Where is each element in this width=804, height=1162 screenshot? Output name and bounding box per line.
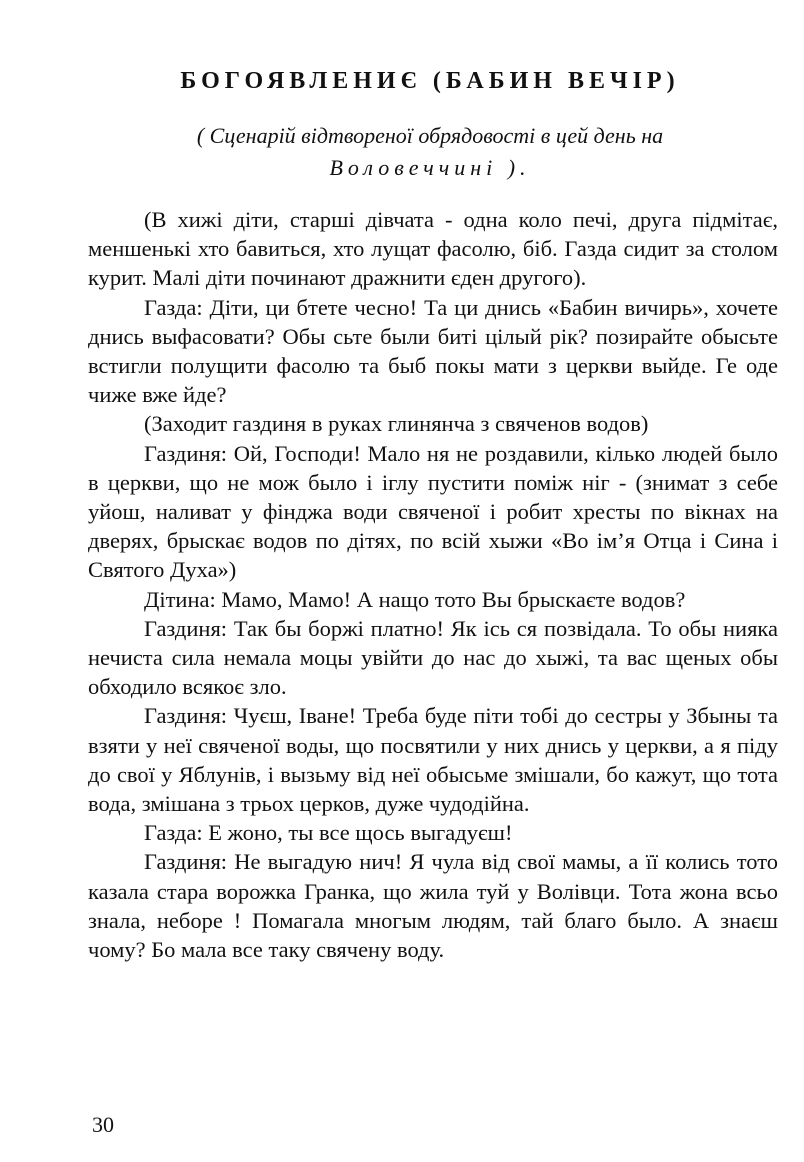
document-title: БОГОЯВЛЕНИЄ (БАБИН ВЕЧІР) xyxy=(180,68,680,94)
dialogue-paragraph: Газдиня: Не выгадую нич! Я чула від свої мамы, а її колись тото казала стара ворожка Гранка, що жила туй у Волівци. Тота жона всьо знала, неборе ! Помагала многым людям, тай благо было. А знаєш чому? Бо мала все таку свячену воду. xyxy=(88,849,778,963)
document-body xyxy=(88,205,778,964)
dialogue-paragraph: Газда: Діти, ци бтете чесно! Та ци днись «Бабин вичирь», хочете днись выфасовати? Обы сьте были биті цілый рік? позирайте обысьте встигли полущити фасолю та быб покы мати з церкви выйде. Ге оде чиже вже йде? xyxy=(88,294,778,408)
dialogue-paragraph: Газда: Е жоно, ты все щось выгадуєш! xyxy=(144,820,513,846)
stage-direction-paragraph: (Заходит газдиня в руках глинянча з свяченов водов) xyxy=(144,411,649,437)
subtitle-line-1: ( Сценарій відтвореної обрядовості в цей день на xyxy=(196,123,664,148)
page-number: 30 xyxy=(92,1112,114,1137)
document-subtitle xyxy=(120,120,740,184)
dialogue-paragraph: Газдиня: Ой, Господи! Мало ня не роздавили, кілько людей было в церкви, що не мож было і іглу пустити поміж ніг - (знимат з себе уйош, наливат у фінджа води свяченої і робит хресты по вікнах на дверях, брыскає водов по дітях, по всій хыжи «Во ім’я Отца і Сина і Святого Духа») xyxy=(88,440,778,583)
dialogue-paragraph: Дітина: Мамо, Мамо! А нащо тото Вы брыскаєте водов? xyxy=(144,586,686,612)
stage-direction-paragraph: (В хижі діти, старші дівчата - одна коло печі, друга підмітає, меншенькі хто бавиться, хто лущат фасолю, біб. Газда сидит за столом курит. Малі діти починают дражнити єден другого). xyxy=(88,207,778,291)
dialogue-paragraph: Газдиня: Чуєш, Іване! Треба буде піти тобі до сестры у Збыны та взяти у неї свяченої воды, що посвятили у них днись у церкви, а я піду до свої у Яблунів, і вызьму від неї обысьме змішали, бо кажут, що тота вода, змішана з трьох церков, дуже чудодійна. xyxy=(88,703,778,817)
subtitle-line-2: Воловеччині ). xyxy=(329,155,531,180)
dialogue-paragraph: Газдиня: Так бы боржі платно! Як ісь ся позвідала. То обы нияка нечиста сила немала моцы увійти до нас до хыжі, та вас щеных обы обходило всякоє зло. xyxy=(88,615,778,700)
